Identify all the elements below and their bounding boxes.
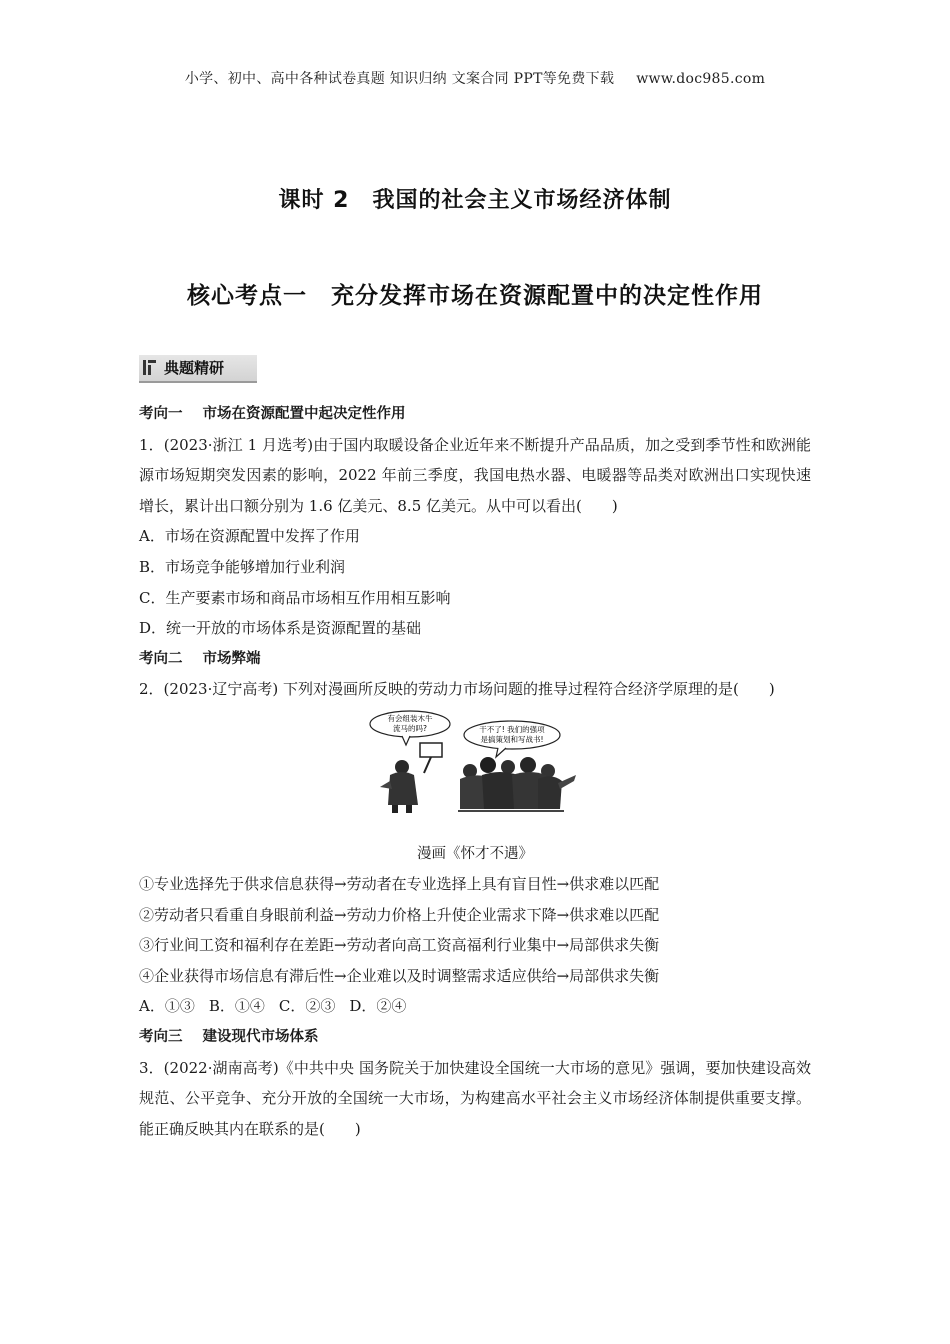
- bubble-right-line2: 是搞策划和写战书!: [480, 734, 544, 744]
- q2-statement-3: ③行业间工资和福利存在差距→劳动者向高工资高福利行业集中→局部供求失衡: [139, 936, 660, 955]
- header-text: 小学、初中、高中各种试卷真题 知识归纳 文案合同 PPT等免费下载: [184, 71, 615, 87]
- q1-option-a: A．市场在资源配置中发挥了作用: [139, 527, 360, 546]
- cartoon-image: [362, 709, 592, 815]
- direction-heading-3: 考向三 建设现代市场体系: [139, 1028, 319, 1045]
- question-1-stem: 1．(2023·浙江 1 月选考)由于国内取暖设备企业近年来不断提升产品品质，加之受到季节性和欧洲能源市场短期突发因素的影响，2022 年前三季度，我国电热水器、电暖器等品类对欧洲出口实现快速增长，累计出口额分别为 1.6 亿美元、8.5 亿美元。从中可以看出( ): [139, 435, 811, 515]
- q2-answer-options: [139, 991, 811, 1022]
- question-content: [139, 399, 811, 1144]
- section-title: 核心考点一 充分发挥市场在资源配置中的决定性作用: [187, 283, 763, 309]
- q1-option-d: D．统一开放的市场体系是资源配置的基础: [139, 619, 422, 638]
- q2-statement-2: ②劳动者只看重自身眼前利益→劳动力价格上升使企业需求下降→供求难以匹配: [139, 905, 660, 924]
- cartoon-caption: 漫画《怀才不遇》: [417, 845, 533, 862]
- q1-option-b: B．市场竞争能够增加行业利润: [139, 557, 346, 576]
- section-banner: [139, 355, 257, 383]
- bubble-left-line2: 流马的吗?: [393, 723, 427, 733]
- q1-option-c: C．生产要素市场和商品市场相互作用相互影响: [139, 588, 451, 607]
- q2-answer-a: A．①③: [139, 997, 195, 1016]
- direction-heading-2: 考向二 市场弊端: [139, 650, 261, 667]
- lesson-title: 课时 2 我国的社会主义市场经济体制: [278, 188, 672, 213]
- q2-answer-d: D．②④: [349, 997, 407, 1016]
- bubble-right-line1: 干不了! 我们的强项: [479, 724, 545, 734]
- banner-label: 典题精研: [164, 359, 225, 377]
- question-3-stem: 3．(2022·湖南高考)《中共中央 国务院关于加快建设全国统一大市场的意见》强调，要加快建设高效规范、公平竞争、充分开放的全国统一大市场，为构建高水平社会主义市场经济体制提供重要支撑。能正确反映其内在联系的是( ): [139, 1058, 811, 1138]
- question-2-stem: 2．(2023·辽宁高考) 下列对漫画所反映的劳动力市场问题的推导过程符合经济学原理的是( ): [139, 680, 775, 699]
- q2-statement-1: ①专业选择先于供求信息获得→劳动者在专业选择上具有盲目性→供求难以匹配: [139, 874, 660, 893]
- direction-heading-1: 考向一 市场在资源配置中起决定性作用: [139, 406, 406, 422]
- banner-icon: [143, 360, 156, 375]
- q2-statement-4: ④企业获得市场信息有滞后性→企业难以及时调整需求适应供给→局部供求失衡: [139, 966, 660, 985]
- q2-answer-b: B．①④: [208, 997, 265, 1016]
- page-header: [0, 68, 950, 88]
- q2-answer-c: C．②③: [278, 997, 336, 1016]
- header-site[interactable]: www.doc985.com: [636, 71, 766, 87]
- bubble-left-line1: 有会组装木牛: [387, 713, 433, 723]
- cartoon-figure: [139, 709, 811, 841]
